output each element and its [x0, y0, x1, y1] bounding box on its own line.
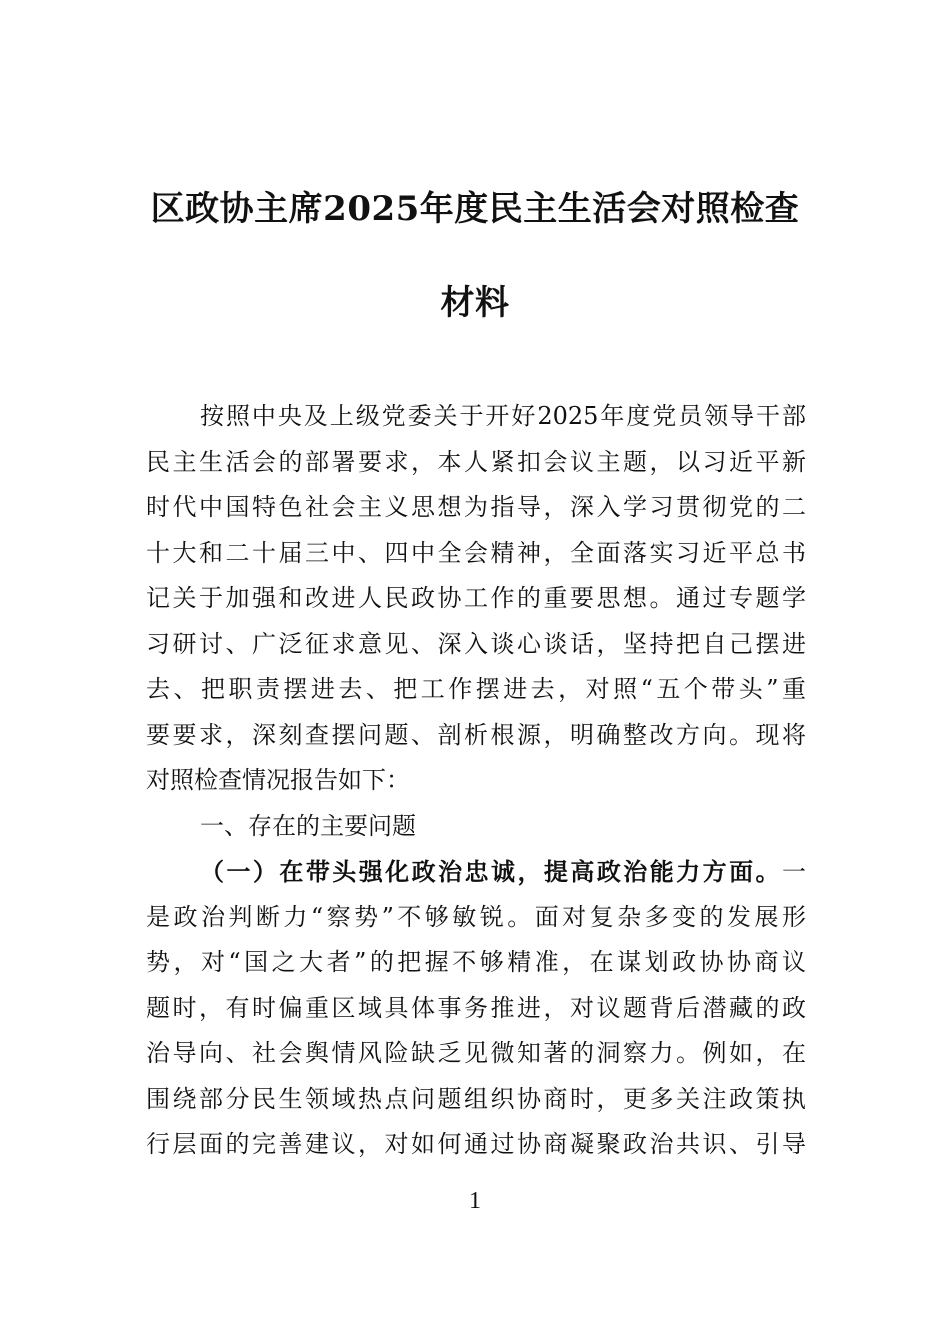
subsection-first-line [146, 849, 806, 895]
title-line-2: 材料 [440, 283, 510, 323]
intro-line-3: 时代中国特色社会主义思想为指导，深入学习贯彻党的二 [146, 493, 806, 521]
page-number: 1 [469, 1188, 481, 1214]
subsection-line-1: 是政治判断力“察势”不够敏锐。面对复杂多变的发展形 [146, 902, 806, 931]
title-line-1: 区政协主席2025年度民主生活会对照检查 [150, 189, 800, 229]
subsection-line-5: 围绕部分民生领域热点问题组织协商时，更多关注政策执 [146, 1084, 806, 1113]
intro-line-7: 去、把职责摆进去、把工作摆进去，对照“五个带头”重 [146, 675, 806, 703]
subsection-line-4: 治导向、社会舆情风险缺乏见微知著的洞察力。例如，在 [146, 1039, 806, 1067]
subsection-first-line-rest: 一 [782, 858, 806, 886]
document-title [140, 162, 810, 350]
intro-line-6: 习研讨、广泛征求意见、深入谈心谈话，坚持把自己摆进 [146, 629, 806, 658]
subsection-line-6: 行层面的完善建议，对如何通过协商凝聚政治共识、引导 [146, 1130, 806, 1158]
intro-line-5: 记关于加强和改进人民政协工作的重要思想。通过专题学 [146, 584, 806, 612]
subsection-label: （一）在带头强化政治忠诚，提高政治能力方面。 [200, 857, 782, 886]
document-body [146, 394, 806, 1168]
intro-line-9: 对照检查情况报告如下： [146, 766, 410, 794]
subsection-line-2: 势，对“国之大者”的把握不够精准，在谋划政协协商议 [146, 948, 806, 976]
intro-line-4: 十大和二十届三中、四中全会精神，全面落实习近平总书 [146, 538, 806, 567]
intro-line-8: 要要求，深刻查摆问题、剖析根源，明确整改方向。现将 [146, 720, 806, 749]
intro-line-2: 民主生活会的部署要求，本人紧扣会议主题，以习近平新 [146, 447, 806, 476]
subsection-line-3: 题时，有时偏重区域具体事务推进，对议题背后潜藏的政 [146, 993, 806, 1022]
section-heading: 一、存在的主要问题 [200, 811, 416, 840]
intro-line-1: 按照中央及上级党委关于开好2025年度党员领导干部 [200, 402, 806, 430]
